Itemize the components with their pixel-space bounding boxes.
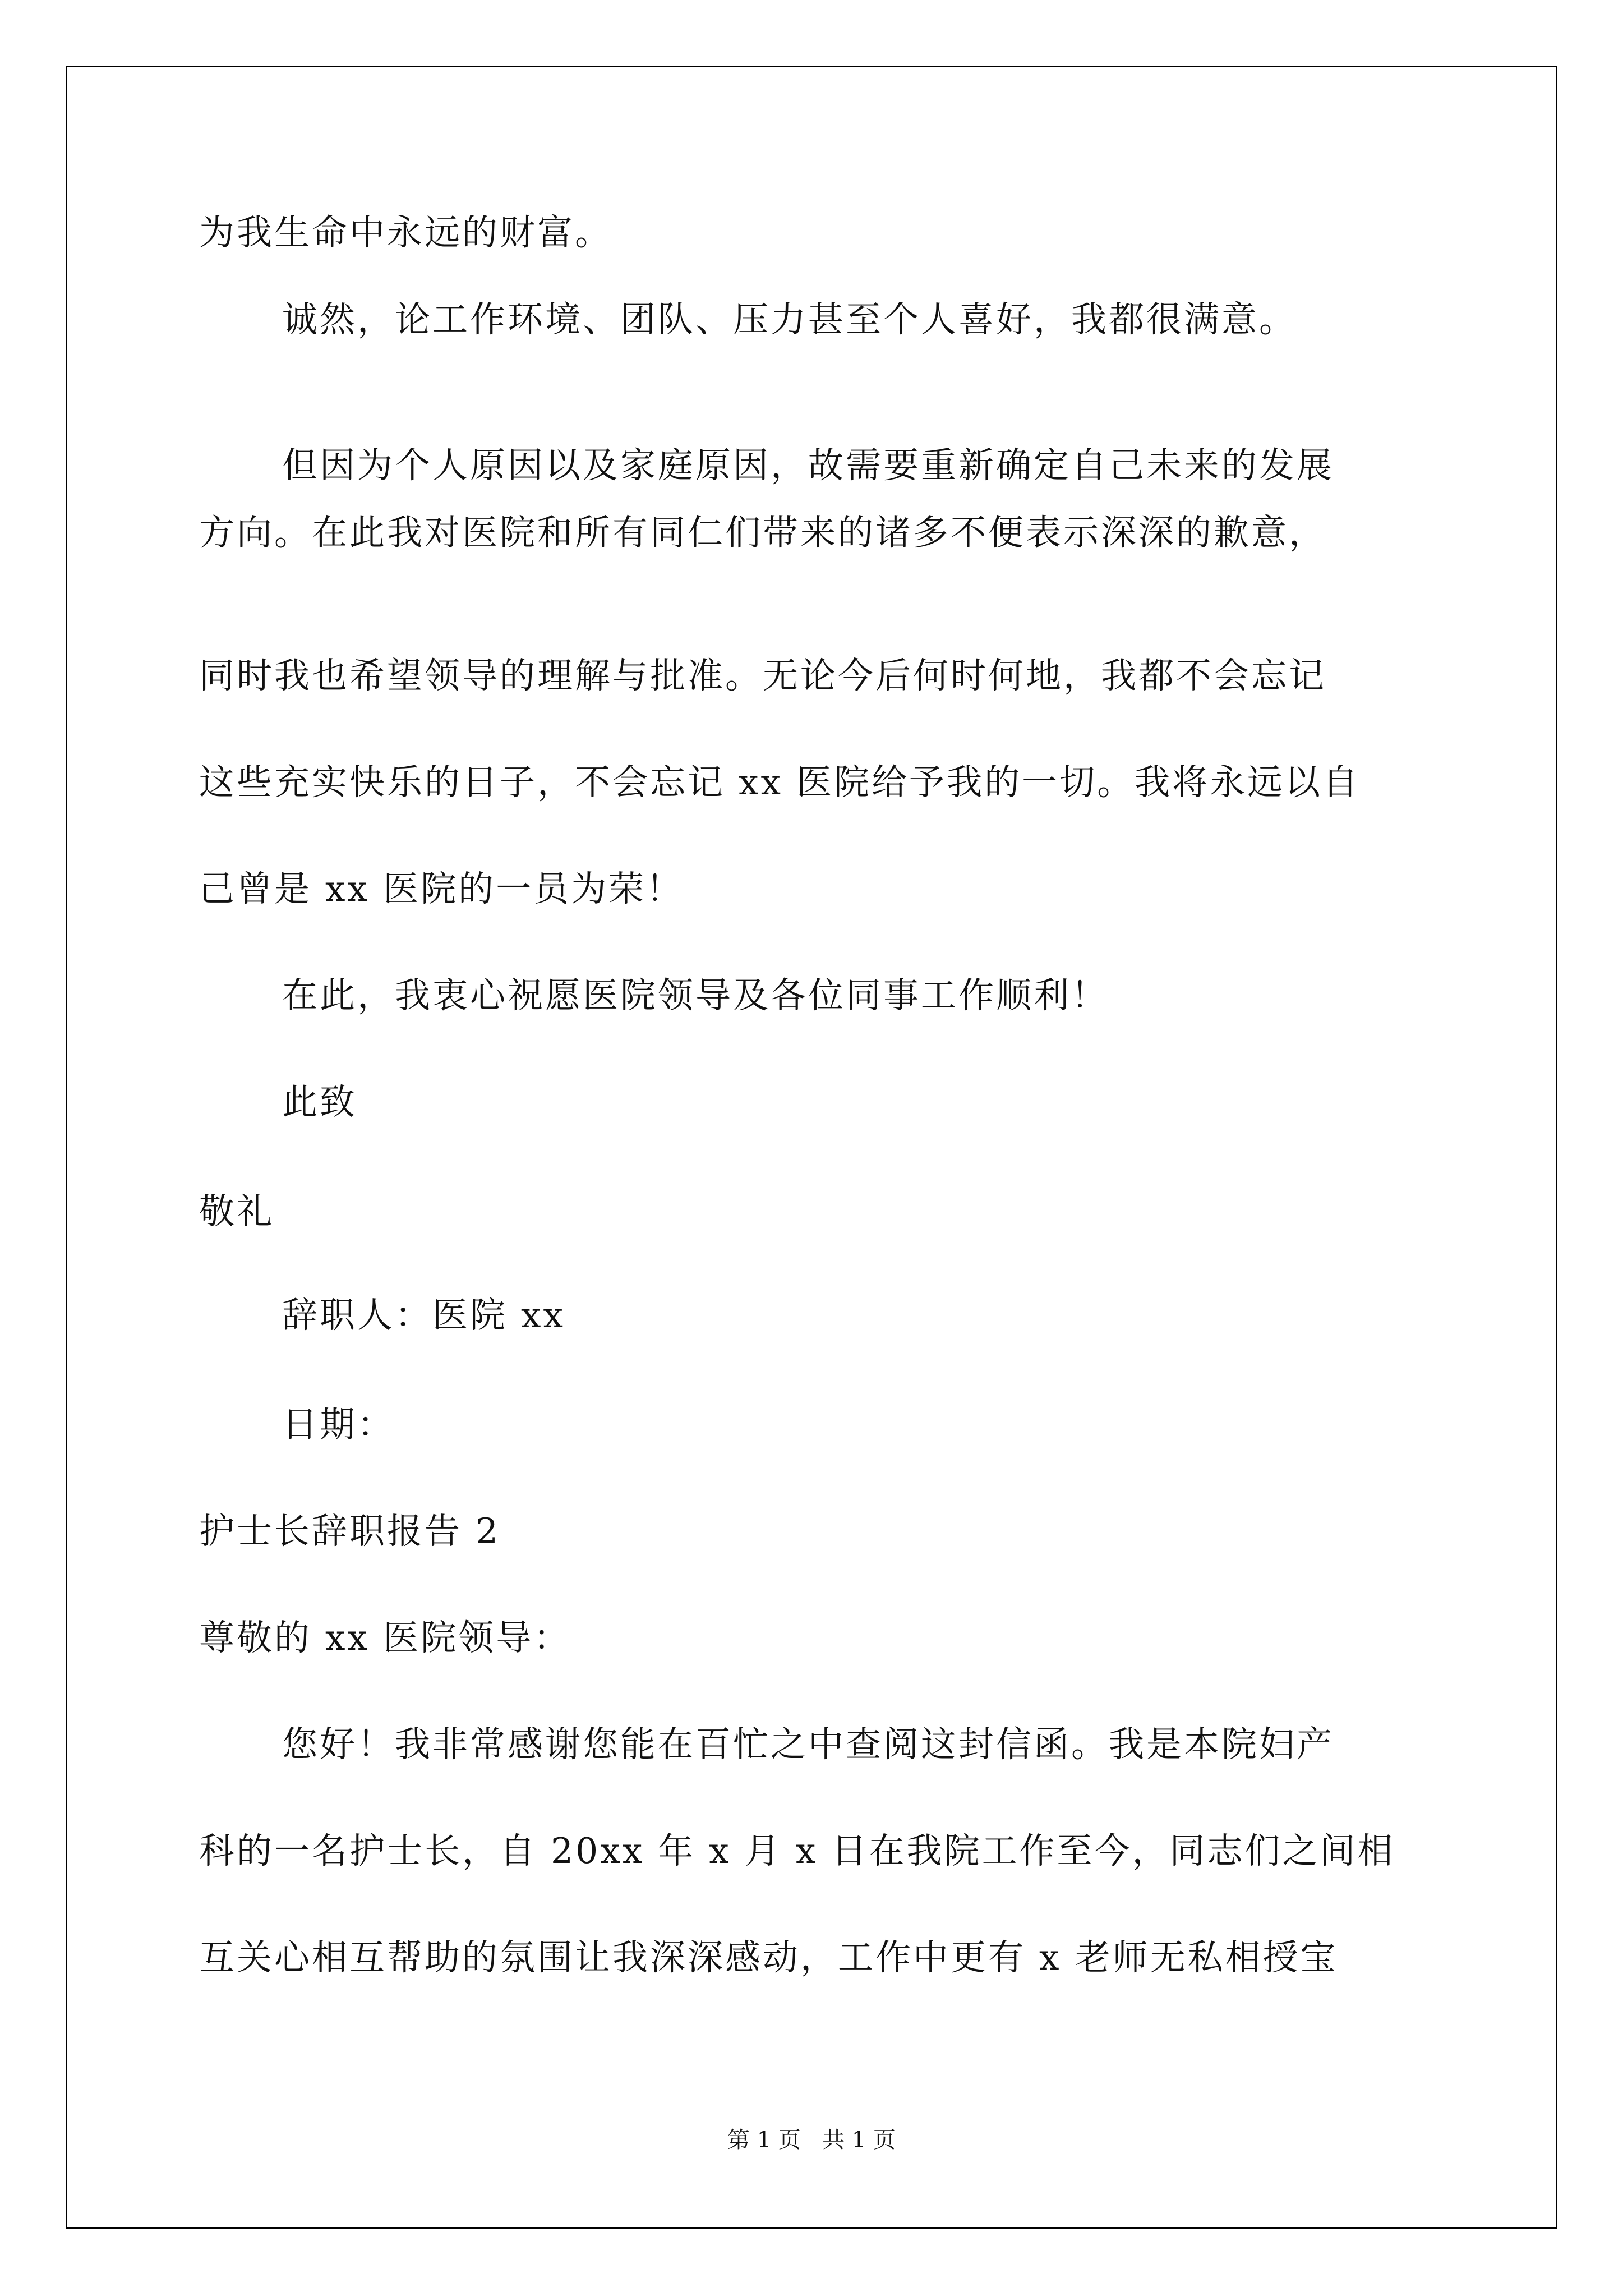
greeting-line: 尊敬的 xx 医院领导：: [199, 1617, 571, 1658]
body-line-7: 己曾是 xx 医院的一员为荣！: [199, 868, 684, 909]
body-line-2: 诚然，论工作环境、团队、压力甚至个人喜好，我都很满意。: [282, 299, 1297, 340]
body-line-8: 在此，我衷心祝愿医院领导及各位同事工作顺利！: [282, 975, 1109, 1016]
body-line-5: 同时我也希望领导的理解与批准。无论今后何时何地，我都不会忘记: [199, 655, 1326, 696]
signature-line: 辞职人：医院 xx: [282, 1295, 566, 1336]
closing-regards: 敬礼: [199, 1191, 274, 1232]
body-line-6: 这些充实快乐的日子，不会忘记 xx 医院给予我的一切。我将永远以自: [199, 762, 1361, 803]
body-line-3: 但因为个人原因以及家庭原因，故需要重新确定自己未来的发展: [282, 445, 1334, 486]
body-line-16: 科的一名护士长，自 20xx 年 x 月 x 日在我院工作至今，同志们之间相: [199, 1830, 1395, 1871]
body-line-17: 互关心相互帮助的氛围让我深深感动，工作中更有 x 老师无私相授宝: [199, 1937, 1338, 1978]
closing-salutation: 此致: [282, 1082, 357, 1122]
body-line-4: 方向。在此我对医院和所有同仁们带来的诸多不便表示深深的歉意，: [199, 512, 1326, 553]
body-line-1: 为我生命中永远的财富。: [199, 212, 612, 253]
body-line-15: 您好！我非常感谢您能在百忙之中查阅这封信函。我是本院妇产: [282, 1724, 1334, 1765]
date-line: 日期：: [282, 1404, 395, 1445]
page-border: [66, 66, 1557, 2229]
page-footer: 第 1 页 共 1 页: [727, 2127, 896, 2153]
section-title: 护士长辞职报告 2: [199, 1511, 501, 1552]
